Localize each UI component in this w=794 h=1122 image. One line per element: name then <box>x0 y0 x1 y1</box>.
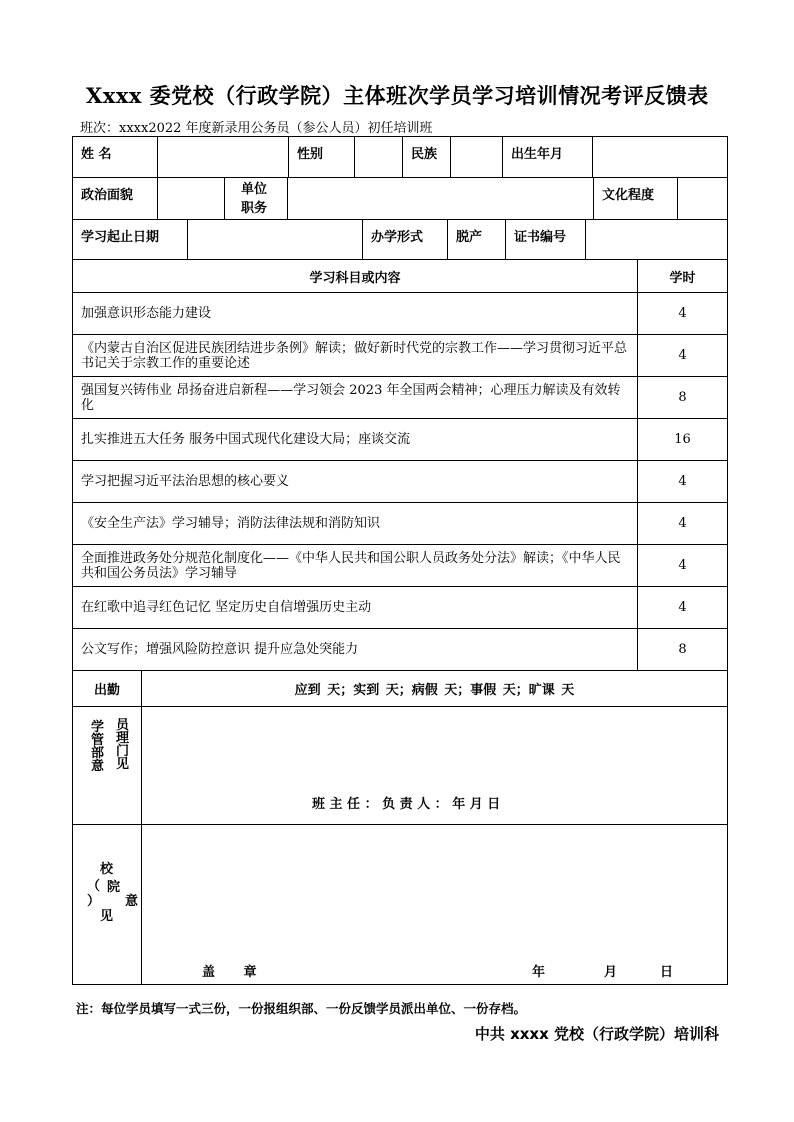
month-label: 月 <box>604 965 618 980</box>
name-field[interactable] <box>158 137 289 177</box>
unit-position-label: 单位职务 <box>241 182 268 216</box>
name-label: 姓 名 <box>81 147 112 162</box>
dept-opinion-field[interactable] <box>142 707 727 824</box>
course-row <box>73 461 727 503</box>
unit-position-field[interactable] <box>288 178 594 219</box>
political-status-field[interactable] <box>158 178 225 219</box>
year-label: 年 <box>532 965 546 980</box>
course-hours: 4 <box>678 348 687 363</box>
evaluation-form-table <box>72 136 728 985</box>
attendance-field[interactable] <box>142 671 727 706</box>
course-subject: 扎实推进五大任务 服务中国式现代化建设大局；座谈交流 <box>81 432 411 447</box>
course-subject: 全面推进政务处分规范化制度化——《中华人民共和国公职人员政务处分法》解读；《中华人民共和国公务员法》学习辅导 <box>81 550 621 581</box>
study-form-label: 办学形式 <box>371 230 424 245</box>
dept-opinion-char: 见 <box>116 757 130 772</box>
dept-opinion-char: 管 <box>91 733 105 748</box>
course-row <box>73 503 727 545</box>
dept-opinion-char: 门 <box>116 744 130 759</box>
attendance-label: 出勤 <box>93 683 120 698</box>
course-hours: 4 <box>678 306 687 321</box>
hours-header: 学时 <box>669 270 696 286</box>
school-opinion-char: 意 <box>125 894 139 909</box>
education-label: 文化程度 <box>602 188 655 203</box>
course-row <box>73 419 727 461</box>
course-hours: 4 <box>678 558 687 573</box>
course-hours: 8 <box>678 642 687 657</box>
political-status-label: 政治面貌 <box>81 188 134 203</box>
dept-opinion-char: 员 <box>116 718 130 733</box>
course-subject: 在红歌中追寻红色记忆 坚定历史自信增强历史主动 <box>81 600 372 615</box>
attendance-text: 应到 天；实到 天；病假 天；事假 天；旷课 天 <box>294 683 575 698</box>
row-basic-info <box>73 137 727 178</box>
row-study-info <box>73 220 727 260</box>
course-subject: 《安全生产法》学习辅导；消防法律法规和消防知识 <box>81 516 381 531</box>
birth-label: 出生年月 <box>511 147 564 162</box>
attendance-row <box>73 671 727 707</box>
school-opinion-char: 校 <box>100 862 114 877</box>
dept-opinion-row <box>73 707 727 825</box>
dept-opinion-char: 意 <box>91 759 105 774</box>
course-hours: 8 <box>678 390 687 405</box>
course-row <box>73 629 727 671</box>
course-hours: 16 <box>674 432 691 447</box>
study-dates-label: 学习起止日期 <box>81 230 160 245</box>
school-opinion-char: 院 <box>107 880 121 895</box>
subject-header: 学习科目或内容 <box>309 270 401 286</box>
class-line: 班次：xxxx2022 年度新录用公务员（参公人员）初任培训班 <box>80 121 433 136</box>
study-form-value: 脱产 <box>456 230 483 245</box>
dept-opinion-char: 理 <box>116 731 130 746</box>
dept-sign-line: 班 主 任 ： 负 责 人 ： 年 月 日 <box>312 797 501 812</box>
footer-note: 注：每位学员填写一式三份，一份报组织部、一份反馈学员派出单位、一份存档。 <box>76 1001 527 1016</box>
education-field[interactable] <box>678 178 727 219</box>
course-hours: 4 <box>678 516 687 531</box>
course-subject: 加强意识形态能力建设 <box>81 306 212 321</box>
courses-header-row <box>73 260 727 293</box>
course-subject: 学习把握习近平法治思想的核心要义 <box>81 474 290 489</box>
course-hours: 4 <box>678 600 687 615</box>
form-title: Xxxx 委党校（行政学院）主体班次学员学习培训情况考评反馈表 <box>86 83 709 108</box>
school-opinion-char: ） <box>87 894 101 909</box>
issuing-organization: 中共 xxxx 党校（行政学院）培训科 <box>474 1025 719 1043</box>
birth-field[interactable] <box>593 137 727 177</box>
day-label: 日 <box>660 965 674 980</box>
ethnicity-field[interactable] <box>451 137 503 177</box>
gender-label: 性别 <box>297 147 324 162</box>
course-subject: 公文写作；增强风险防控意识 提升应急处突能力 <box>81 642 359 657</box>
dept-opinion-char: 学 <box>91 720 105 735</box>
course-row <box>73 335 727 377</box>
course-subject: 强国复兴铸伟业 昂扬奋进启新程——学习领会 2023 年全国两会精神；心理压力解读及有效转化 <box>81 382 621 413</box>
seal-label: 盖 章 <box>202 965 257 980</box>
school-opinion-char: 见 <box>100 909 114 924</box>
course-row <box>73 377 727 419</box>
school-opinion-char: （ <box>87 879 101 894</box>
course-subject: 《内蒙古自治区促进民族团结进步条例》解读；做好新时代党的宗教工作——学习贯彻习近平总书记关于宗教工作的重要论述 <box>81 340 628 371</box>
school-opinion-field[interactable] <box>142 825 727 984</box>
gender-field[interactable] <box>355 137 403 177</box>
certificate-label: 证书编号 <box>514 230 567 245</box>
row-political-unit <box>73 178 727 220</box>
certificate-field[interactable] <box>586 220 727 259</box>
course-row <box>73 587 727 629</box>
study-dates-field[interactable] <box>188 220 363 259</box>
school-opinion-row <box>73 825 727 984</box>
ethnicity-label: 民族 <box>411 147 438 162</box>
dept-opinion-char: 部 <box>91 746 105 761</box>
course-row <box>73 293 727 335</box>
course-hours: 4 <box>678 474 687 489</box>
course-row <box>73 545 727 587</box>
